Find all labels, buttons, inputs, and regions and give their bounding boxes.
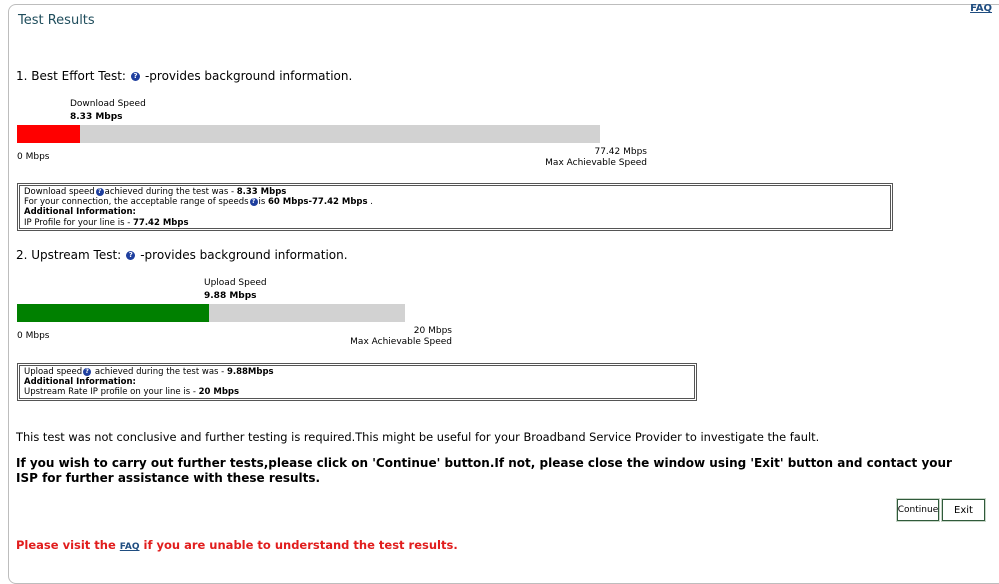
upload-max-label [350,326,452,348]
best-effort-heading [16,69,352,83]
download-additional-info-heading: Additional Information: [24,207,136,218]
download-info-box [17,183,893,231]
upstream-heading-label: 2. Upstream Test: [16,248,122,262]
help-icon[interactable]: ? [96,188,104,196]
upload-speed-value: 9.88 Mbps [204,291,257,301]
download-speed-label: Download Speed [70,99,146,109]
instruction-text: If you wish to carry out further tests,please click on 'Continue' button.If not, please close the window using 'Exit' button and contact your ISP for further assistance with these results. [16,456,952,485]
download-min-label: 0 Mbps [17,152,50,162]
download-max-value: 77.42 Mbps [594,147,647,157]
upstream-heading-suffix: -provides background information. [140,248,348,262]
inconclusive-note: This test was not conclusive and further testing is required.This might be useful for your Broadband Service Provider to investigate the fault. [16,430,820,444]
upload-additional-info-heading: Additional Information: [24,377,136,388]
upstream-ip-profile-value: 20 Mbps [198,387,240,398]
help-icon[interactable]: ? [131,72,140,81]
ip-profile-value: 77.42 Mbps [132,217,189,228]
upload-min-label: 0 Mbps [17,331,50,341]
footer-message: Please visit the FAQ if you are unable to understand the test results. [16,538,458,552]
best-effort-heading-suffix: -provides background information. [144,69,353,83]
faq-link-footer[interactable]: FAQ [119,542,140,552]
continue-button[interactable]: Continue [897,499,939,521]
faq-link-top[interactable]: FAQ [970,3,992,14]
download-speed-value: 8.33 Mbps [70,112,123,122]
download-info-line2: For your connection, the acceptable range of speeds ? is 60 Mbps-77.42 Mbps . [24,197,373,208]
download-achieved-value: 8.33 Mbps [236,187,287,197]
upload-speed-fill [17,304,209,322]
best-effort-heading-label: 1. Best Effort Test: [16,69,126,83]
upload-info-line3: Upstream Rate IP profile on your line is - 20 Mbps [24,387,240,398]
help-icon[interactable]: ? [126,251,135,260]
exit-button[interactable]: Exit [942,499,985,521]
upload-info-box [17,363,697,401]
upload-achieved-value: 9.88Mbps [226,367,274,377]
help-icon[interactable]: ? [83,368,91,376]
results-frame [8,4,999,584]
page-title: Test Results [18,13,95,28]
acceptable-range-value: 60 Mbps-77.42 Mbps [268,197,368,208]
upload-speed-label: Upload Speed [204,278,267,288]
download-speed-fill [17,125,80,143]
download-max-caption: Max Achievable Speed [545,158,647,168]
upload-info-line1: Upload speed ? achieved during the test was - 9.88Mbps [24,367,274,377]
upload-max-value: 20 Mbps [413,326,452,336]
upload-max-caption: Max Achievable Speed [350,337,452,347]
download-info-line4: IP Profile for your line is - 77.42 Mbps [24,217,189,228]
download-speed-bar [17,125,600,143]
download-max-label [545,147,647,169]
upload-speed-bar [17,304,405,322]
download-info-line1: Download speed ? achieved during the test was - 8.33 Mbps [24,187,287,197]
upstream-heading [16,248,348,262]
help-icon[interactable]: ? [250,198,258,206]
